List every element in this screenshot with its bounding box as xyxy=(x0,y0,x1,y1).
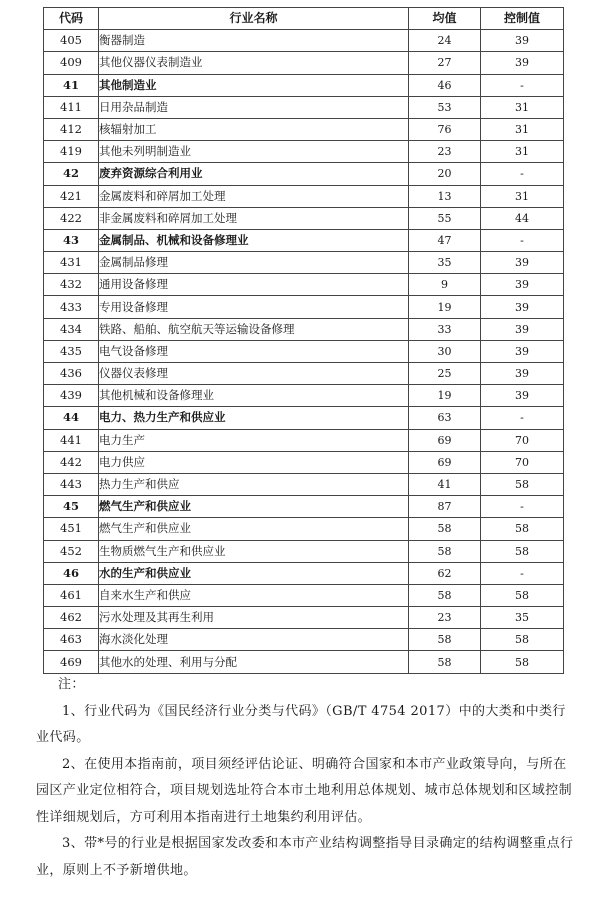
control-value-cell: 39 xyxy=(481,30,564,52)
average-cell: 35 xyxy=(409,252,481,274)
code-cell: 41 xyxy=(44,74,99,96)
code-cell: 419 xyxy=(44,141,99,163)
industry-name-cell: 金属制品、机械和设备修理业 xyxy=(99,229,409,251)
table-row xyxy=(44,207,564,229)
control-value-cell: - xyxy=(481,74,564,96)
table-row-category xyxy=(44,496,564,518)
industry-name-cell: 仪器仪表修理 xyxy=(99,363,409,385)
industry-name-cell: 其他制造业 xyxy=(99,74,409,96)
code-cell: 421 xyxy=(44,185,99,207)
table-body xyxy=(44,30,564,673)
table-row xyxy=(44,385,564,407)
control-value-cell: 35 xyxy=(481,607,564,629)
code-cell: 435 xyxy=(44,340,99,362)
code-cell: 469 xyxy=(44,651,99,673)
table-row-category xyxy=(44,407,564,429)
industry-name-cell: 燃气生产和供应业 xyxy=(99,518,409,540)
table-row xyxy=(44,96,564,118)
control-value-cell: 39 xyxy=(481,318,564,340)
table-row xyxy=(44,473,564,495)
control-value-cell: 31 xyxy=(481,141,564,163)
table-row xyxy=(44,185,564,207)
average-cell: 41 xyxy=(409,473,481,495)
note-item-1: 1、行业代码为《国民经济行业分类与代码》（GB/T 4754 2017）中的大类和中类行业代码。 xyxy=(36,703,566,745)
code-cell: 433 xyxy=(44,296,99,318)
table-row-category xyxy=(44,562,564,584)
control-value-cell: - xyxy=(481,496,564,518)
code-cell: 463 xyxy=(44,629,99,651)
industry-name-cell: 金属制品修理 xyxy=(99,252,409,274)
code-cell: 42 xyxy=(44,163,99,185)
table-row xyxy=(44,30,564,52)
table-row xyxy=(44,451,564,473)
average-cell: 76 xyxy=(409,118,481,140)
code-cell: 462 xyxy=(44,607,99,629)
control-value-cell: 39 xyxy=(481,385,564,407)
control-value-cell: 31 xyxy=(481,96,564,118)
industry-name-cell: 水的生产和供应业 xyxy=(99,562,409,584)
average-cell: 20 xyxy=(409,163,481,185)
industry-name-cell: 通用设备修理 xyxy=(99,274,409,296)
control-value-cell: 58 xyxy=(481,473,564,495)
code-cell: 461 xyxy=(44,584,99,606)
industry-name-cell: 电力、热力生产和供应业 xyxy=(99,407,409,429)
table-row xyxy=(44,118,564,140)
control-value-cell: 58 xyxy=(481,518,564,540)
industry-table xyxy=(43,7,564,674)
average-cell: 47 xyxy=(409,229,481,251)
control-value-cell: 39 xyxy=(481,252,564,274)
note-item-3: 3、带*号的行业是根据国家发改委和本市产业结构调整指导目录确定的结构调整重点行业，原则上不予新增供地。 xyxy=(36,836,574,878)
table-row xyxy=(44,363,564,385)
table-row xyxy=(44,518,564,540)
control-value-cell: 58 xyxy=(481,651,564,673)
industry-name-cell: 污水处理及其再生利用 xyxy=(99,607,409,629)
code-cell: 45 xyxy=(44,496,99,518)
industry-name-cell: 其他未列明制造业 xyxy=(99,141,409,163)
industry-name-cell: 其他仪器仪表制造业 xyxy=(99,52,409,74)
average-cell: 30 xyxy=(409,340,481,362)
industry-name-cell: 生物质燃气生产和供应业 xyxy=(99,540,409,562)
industry-name-cell: 其他水的处理、利用与分配 xyxy=(99,651,409,673)
header-control-value: 控制值 xyxy=(481,8,564,30)
average-cell: 13 xyxy=(409,185,481,207)
average-cell: 9 xyxy=(409,274,481,296)
code-cell: 431 xyxy=(44,252,99,274)
average-cell: 58 xyxy=(409,629,481,651)
industry-name-cell: 非金属废料和碎屑加工处理 xyxy=(99,207,409,229)
code-cell: 434 xyxy=(44,318,99,340)
table-row xyxy=(44,607,564,629)
table-row xyxy=(44,296,564,318)
industry-name-cell: 核辐射加工 xyxy=(99,118,409,140)
table-row xyxy=(44,651,564,673)
code-cell: 409 xyxy=(44,52,99,74)
average-cell: 19 xyxy=(409,385,481,407)
control-value-cell: 31 xyxy=(481,185,564,207)
industry-name-cell: 电力生产 xyxy=(99,429,409,451)
control-value-cell: - xyxy=(481,407,564,429)
average-cell: 58 xyxy=(409,518,481,540)
code-cell: 441 xyxy=(44,429,99,451)
average-cell: 58 xyxy=(409,651,481,673)
control-value-cell: - xyxy=(481,562,564,584)
code-cell: 422 xyxy=(44,207,99,229)
table-row xyxy=(44,429,564,451)
code-cell: 443 xyxy=(44,473,99,495)
average-cell: 27 xyxy=(409,52,481,74)
control-value-cell: - xyxy=(481,229,564,251)
code-cell: 44 xyxy=(44,407,99,429)
average-cell: 46 xyxy=(409,74,481,96)
industry-name-cell: 废弃资源综合利用业 xyxy=(99,163,409,185)
control-value-cell: 31 xyxy=(481,118,564,140)
industry-name-cell: 电气设备修理 xyxy=(99,340,409,362)
control-value-cell: 39 xyxy=(481,296,564,318)
control-value-cell: 39 xyxy=(481,52,564,74)
code-cell: 432 xyxy=(44,274,99,296)
industry-name-cell: 其他机械和设备修理业 xyxy=(99,385,409,407)
average-cell: 69 xyxy=(409,451,481,473)
control-value-cell: 44 xyxy=(481,207,564,229)
average-cell: 87 xyxy=(409,496,481,518)
industry-name-cell: 铁路、船舶、航空航天等运输设备修理 xyxy=(99,318,409,340)
control-value-cell: 58 xyxy=(481,540,564,562)
table-header-row xyxy=(44,8,564,30)
code-cell: 442 xyxy=(44,451,99,473)
note-item-2: 2、在使用本指南前，项目须经评估论证、明确符合国家和本市产业政策导向，与所在园区产业定位相符合，项目规划选址符合本市土地利用总体规划、城市总体规划和区域控制性详细规划后，方可利用本指南进行土地集约利用评估。 xyxy=(36,756,573,825)
control-value-cell: 70 xyxy=(481,429,564,451)
code-cell: 451 xyxy=(44,518,99,540)
industry-name-cell: 燃气生产和供应业 xyxy=(99,496,409,518)
control-value-cell: 58 xyxy=(481,629,564,651)
header-code: 代码 xyxy=(44,8,99,30)
notes-section xyxy=(36,672,576,884)
average-cell: 63 xyxy=(409,407,481,429)
table-row xyxy=(44,318,564,340)
control-value-cell: 58 xyxy=(481,584,564,606)
average-cell: 58 xyxy=(409,584,481,606)
control-value-cell: 39 xyxy=(481,340,564,362)
table-row xyxy=(44,540,564,562)
code-cell: 452 xyxy=(44,540,99,562)
industry-name-cell: 专用设备修理 xyxy=(99,296,409,318)
average-cell: 53 xyxy=(409,96,481,118)
control-value-cell: 70 xyxy=(481,451,564,473)
code-cell: 405 xyxy=(44,30,99,52)
industry-name-cell: 热力生产和供应 xyxy=(99,473,409,495)
average-cell: 25 xyxy=(409,363,481,385)
average-cell: 24 xyxy=(409,30,481,52)
table-row xyxy=(44,274,564,296)
code-cell: 411 xyxy=(44,96,99,118)
industry-name-cell: 电力供应 xyxy=(99,451,409,473)
industry-name-cell: 海水淡化处理 xyxy=(99,629,409,651)
code-cell: 412 xyxy=(44,118,99,140)
code-cell: 436 xyxy=(44,363,99,385)
average-cell: 33 xyxy=(409,318,481,340)
average-cell: 23 xyxy=(409,141,481,163)
control-value-cell: - xyxy=(481,163,564,185)
average-cell: 69 xyxy=(409,429,481,451)
code-cell: 46 xyxy=(44,562,99,584)
industry-name-cell: 衡器制造 xyxy=(99,30,409,52)
average-cell: 19 xyxy=(409,296,481,318)
average-cell: 62 xyxy=(409,562,481,584)
table-row xyxy=(44,629,564,651)
control-value-cell: 39 xyxy=(481,274,564,296)
table-row-category xyxy=(44,163,564,185)
table-row xyxy=(44,52,564,74)
table-row xyxy=(44,584,564,606)
table-row xyxy=(44,340,564,362)
control-value-cell: 39 xyxy=(481,363,564,385)
industry-name-cell: 日用杂品制造 xyxy=(99,96,409,118)
header-average: 均值 xyxy=(409,8,481,30)
table-row-category xyxy=(44,74,564,96)
table-row xyxy=(44,252,564,274)
notes-title: 注： xyxy=(58,677,85,692)
average-cell: 55 xyxy=(409,207,481,229)
code-cell: 43 xyxy=(44,229,99,251)
code-cell: 439 xyxy=(44,385,99,407)
table-row xyxy=(44,141,564,163)
average-cell: 23 xyxy=(409,607,481,629)
table-row-category xyxy=(44,229,564,251)
header-industry-name: 行业名称 xyxy=(99,8,409,30)
industry-name-cell: 金属废料和碎屑加工处理 xyxy=(99,185,409,207)
industry-name-cell: 自来水生产和供应 xyxy=(99,584,409,606)
average-cell: 58 xyxy=(409,540,481,562)
